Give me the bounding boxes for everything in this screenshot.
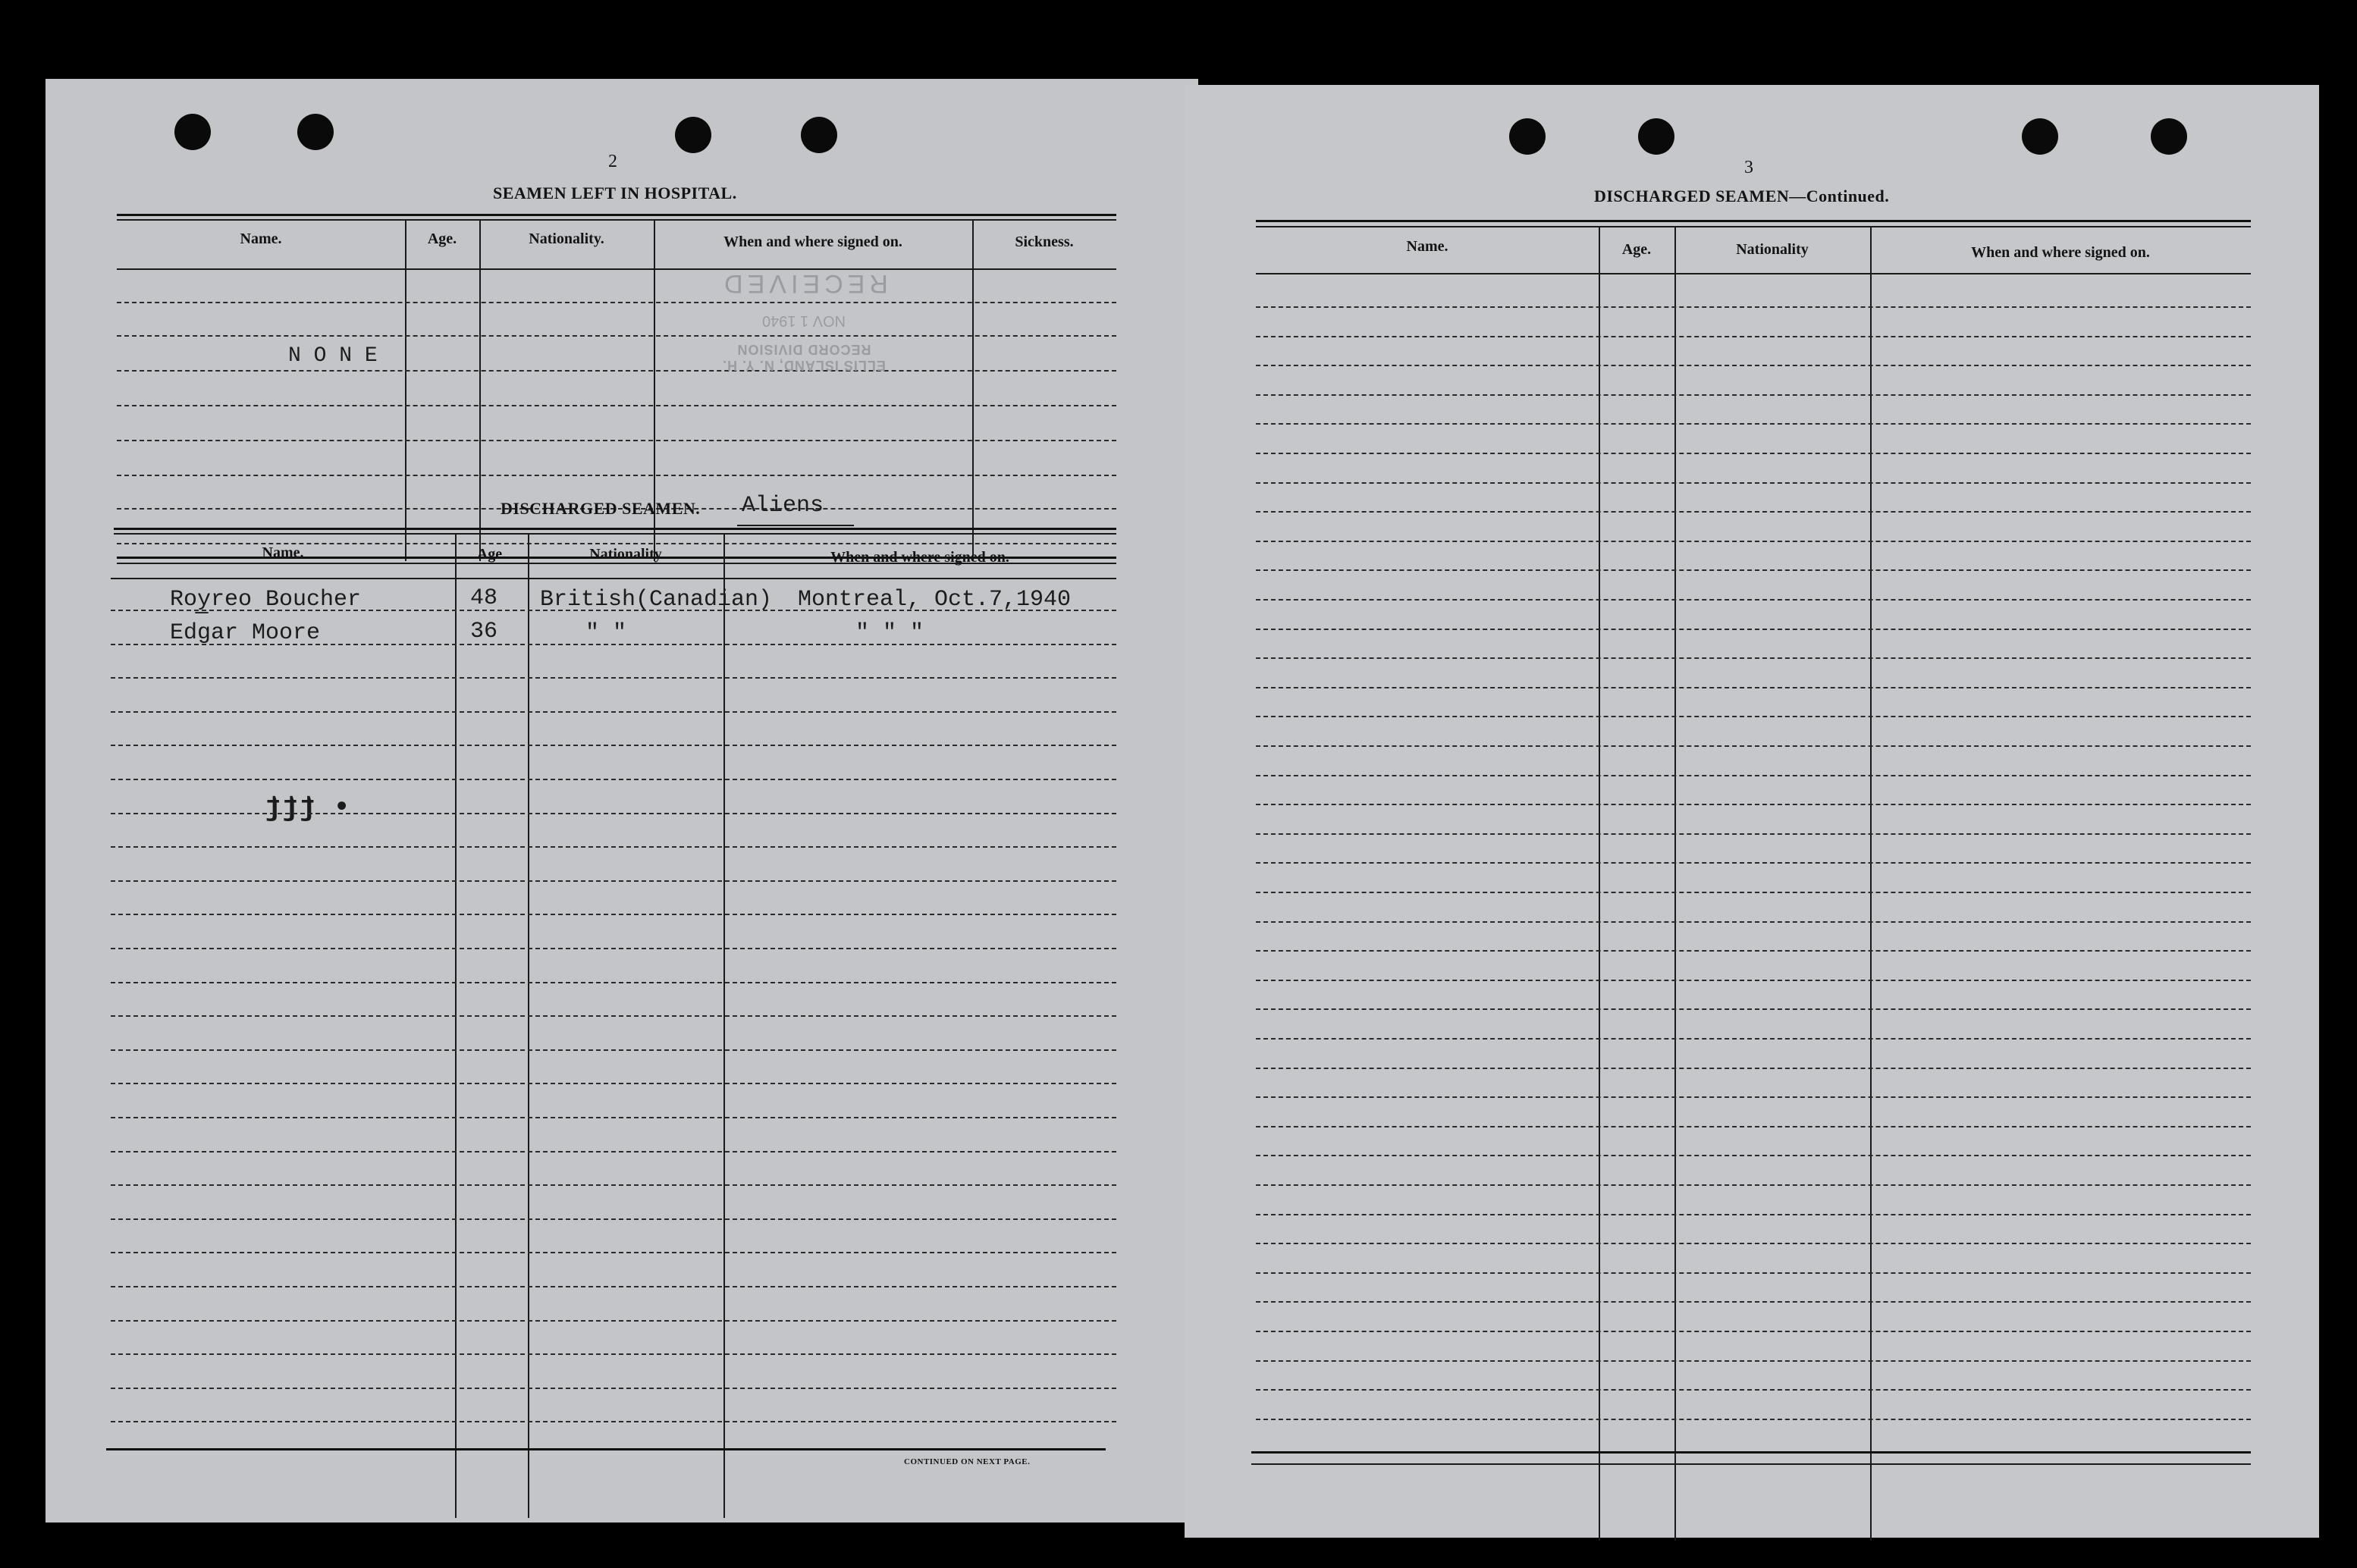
column-divider bbox=[455, 534, 457, 1518]
dotted-line bbox=[111, 880, 1116, 882]
left-page bbox=[46, 79, 1198, 1523]
dotted-line bbox=[1256, 599, 2251, 601]
discharged-category: Aliens bbox=[742, 493, 824, 519]
dotted-line bbox=[1256, 1038, 2251, 1040]
dotted-line bbox=[1256, 629, 2251, 630]
dotted-line bbox=[111, 1151, 1116, 1152]
dotted-line bbox=[1256, 745, 2251, 747]
header-signed-on: When and where signed on. bbox=[830, 549, 1009, 566]
dotted-line bbox=[111, 677, 1116, 679]
seaman-age: 36 bbox=[470, 619, 498, 644]
column-divider bbox=[528, 534, 529, 1518]
dotted-line bbox=[111, 1252, 1116, 1253]
header-nationality: Nationality. bbox=[529, 230, 604, 247]
dotted-line bbox=[111, 846, 1116, 848]
dotted-line bbox=[1256, 1331, 2251, 1332]
dotted-line bbox=[1256, 365, 2251, 366]
header-name: Name. bbox=[1406, 238, 1448, 255]
punch-hole bbox=[1509, 118, 1546, 155]
dotted-line bbox=[1256, 482, 2251, 484]
dotted-line bbox=[117, 370, 1116, 372]
dotted-line bbox=[1256, 453, 2251, 454]
dotted-line bbox=[1256, 1243, 2251, 1244]
dotted-line bbox=[111, 779, 1116, 780]
punch-hole bbox=[2022, 118, 2058, 155]
punch-hole bbox=[297, 114, 334, 150]
column-divider bbox=[405, 220, 406, 561]
dotted-line bbox=[111, 711, 1116, 713]
dotted-line bbox=[1256, 394, 2251, 396]
header-name: Name. bbox=[262, 544, 304, 561]
dotted-line bbox=[111, 1117, 1116, 1118]
column-divider bbox=[972, 220, 974, 561]
dotted-line bbox=[1256, 511, 2251, 513]
rule bbox=[1256, 273, 2251, 274]
continued-footer: CONTINUED ON NEXT PAGE. bbox=[904, 1457, 1031, 1466]
header-sickness: Sickness. bbox=[1015, 234, 1074, 250]
dotted-line bbox=[1256, 1184, 2251, 1186]
dotted-line bbox=[1256, 716, 2251, 717]
dotted-line bbox=[1256, 687, 2251, 688]
dotted-line bbox=[1256, 306, 2251, 308]
rule bbox=[117, 219, 1116, 221]
dotted-line bbox=[1256, 1155, 2251, 1156]
dotted-line bbox=[111, 1083, 1116, 1084]
rule bbox=[117, 268, 1116, 270]
dotted-line bbox=[1256, 921, 2251, 923]
dotted-line bbox=[117, 335, 1116, 337]
page-number: 3 bbox=[1744, 158, 1753, 177]
ink-mark: • ʈʈʈ bbox=[264, 792, 351, 824]
header-name: Name. bbox=[240, 230, 282, 247]
dotted-line bbox=[111, 813, 1116, 814]
dotted-line bbox=[1256, 775, 2251, 776]
header-nationality: Nationality bbox=[1736, 241, 1809, 258]
received-stamp: ELLIS ISLAND, N. Y. H. RECORD DIVISION NOV 1 1940 RECEIVED bbox=[720, 269, 888, 373]
dotted-line bbox=[111, 948, 1116, 949]
dotted-line bbox=[1256, 950, 2251, 952]
dotted-line bbox=[1256, 862, 2251, 864]
dotted-line bbox=[1256, 423, 2251, 425]
dotted-line bbox=[111, 1184, 1116, 1186]
dotted-line bbox=[117, 475, 1116, 476]
seaman-name: Roy̲reo Boucher bbox=[170, 587, 362, 613]
dotted-line bbox=[1256, 569, 2251, 571]
dotted-line bbox=[1256, 804, 2251, 805]
dotted-line bbox=[111, 644, 1116, 645]
hospital-title: SEAMEN LEFT IN HOSPITAL. bbox=[493, 183, 737, 202]
dotted-line bbox=[111, 745, 1116, 746]
dotted-line bbox=[1256, 980, 2251, 981]
rule bbox=[114, 533, 1116, 535]
dotted-line bbox=[1256, 1068, 2251, 1069]
dotted-line bbox=[1256, 1008, 2251, 1010]
dotted-line bbox=[1256, 892, 2251, 893]
dotted-line bbox=[117, 405, 1116, 406]
punch-hole bbox=[174, 114, 211, 150]
dotted-line bbox=[111, 1015, 1116, 1017]
dotted-line bbox=[1256, 657, 2251, 659]
rule bbox=[1256, 226, 2251, 227]
right-page bbox=[1185, 85, 2319, 1538]
header-nationality: Nationality bbox=[589, 546, 662, 563]
right-title: DISCHARGED SEAMEN—Continued. bbox=[1594, 187, 1890, 205]
rule bbox=[106, 1448, 1106, 1450]
rule bbox=[111, 578, 1116, 579]
punch-hole bbox=[801, 117, 837, 153]
seaman-name: Edgar Moore bbox=[170, 620, 321, 646]
dotted-line bbox=[1256, 1126, 2251, 1127]
dotted-line bbox=[1256, 541, 2251, 542]
dotted-line bbox=[111, 914, 1116, 915]
dotted-line bbox=[111, 1421, 1116, 1422]
seaman-signed-on: " " " bbox=[855, 620, 924, 646]
punch-hole bbox=[675, 117, 711, 153]
hospital-none-entry: N O N E bbox=[288, 344, 378, 368]
punch-hole bbox=[1638, 118, 1674, 155]
dotted-line bbox=[1256, 1389, 2251, 1391]
dotted-line bbox=[111, 1353, 1116, 1355]
rule bbox=[1251, 1463, 2251, 1465]
column-divider bbox=[723, 534, 725, 1518]
discharged-title-text: DISCHARGED SEAMEN. bbox=[501, 499, 701, 518]
header-signed-on: When and where signed on. bbox=[723, 234, 902, 250]
header-age: Age. bbox=[427, 230, 457, 247]
header-age: Age. bbox=[1621, 241, 1652, 258]
rule bbox=[114, 528, 1116, 530]
dotted-line bbox=[111, 1286, 1116, 1287]
punch-hole bbox=[2151, 118, 2187, 155]
dotted-line bbox=[1256, 1272, 2251, 1274]
dotted-line bbox=[1256, 1096, 2251, 1098]
seaman-nationality: " " bbox=[585, 620, 627, 646]
header-age: Age. bbox=[476, 546, 507, 563]
dotted-line bbox=[1256, 833, 2251, 835]
dotted-line bbox=[111, 1320, 1116, 1322]
dotted-line bbox=[1256, 1360, 2251, 1362]
rule bbox=[117, 214, 1116, 216]
seaman-age: 48 bbox=[470, 585, 498, 611]
dotted-line bbox=[111, 1049, 1116, 1051]
rule bbox=[1251, 1451, 2251, 1454]
dotted-line bbox=[1256, 336, 2251, 337]
dotted-line bbox=[1256, 1301, 2251, 1303]
category-underline bbox=[737, 525, 854, 526]
rule bbox=[1256, 220, 2251, 222]
dotted-line bbox=[111, 610, 1116, 611]
dotted-line bbox=[111, 982, 1116, 983]
seaman-nationality: British(Canadian) bbox=[540, 587, 773, 613]
seaman-signed-on: Montreal, Oct.7,1940 bbox=[798, 587, 1072, 613]
page-number: 2 bbox=[608, 152, 617, 171]
column-divider bbox=[479, 220, 481, 561]
dotted-line bbox=[111, 1388, 1116, 1389]
dotted-line bbox=[117, 302, 1116, 303]
dotted-line bbox=[117, 440, 1116, 441]
header-signed-on: When and where signed on. bbox=[1971, 244, 2150, 261]
dotted-line bbox=[1256, 1214, 2251, 1215]
dotted-line bbox=[111, 1218, 1116, 1220]
dotted-line bbox=[1256, 1419, 2251, 1420]
